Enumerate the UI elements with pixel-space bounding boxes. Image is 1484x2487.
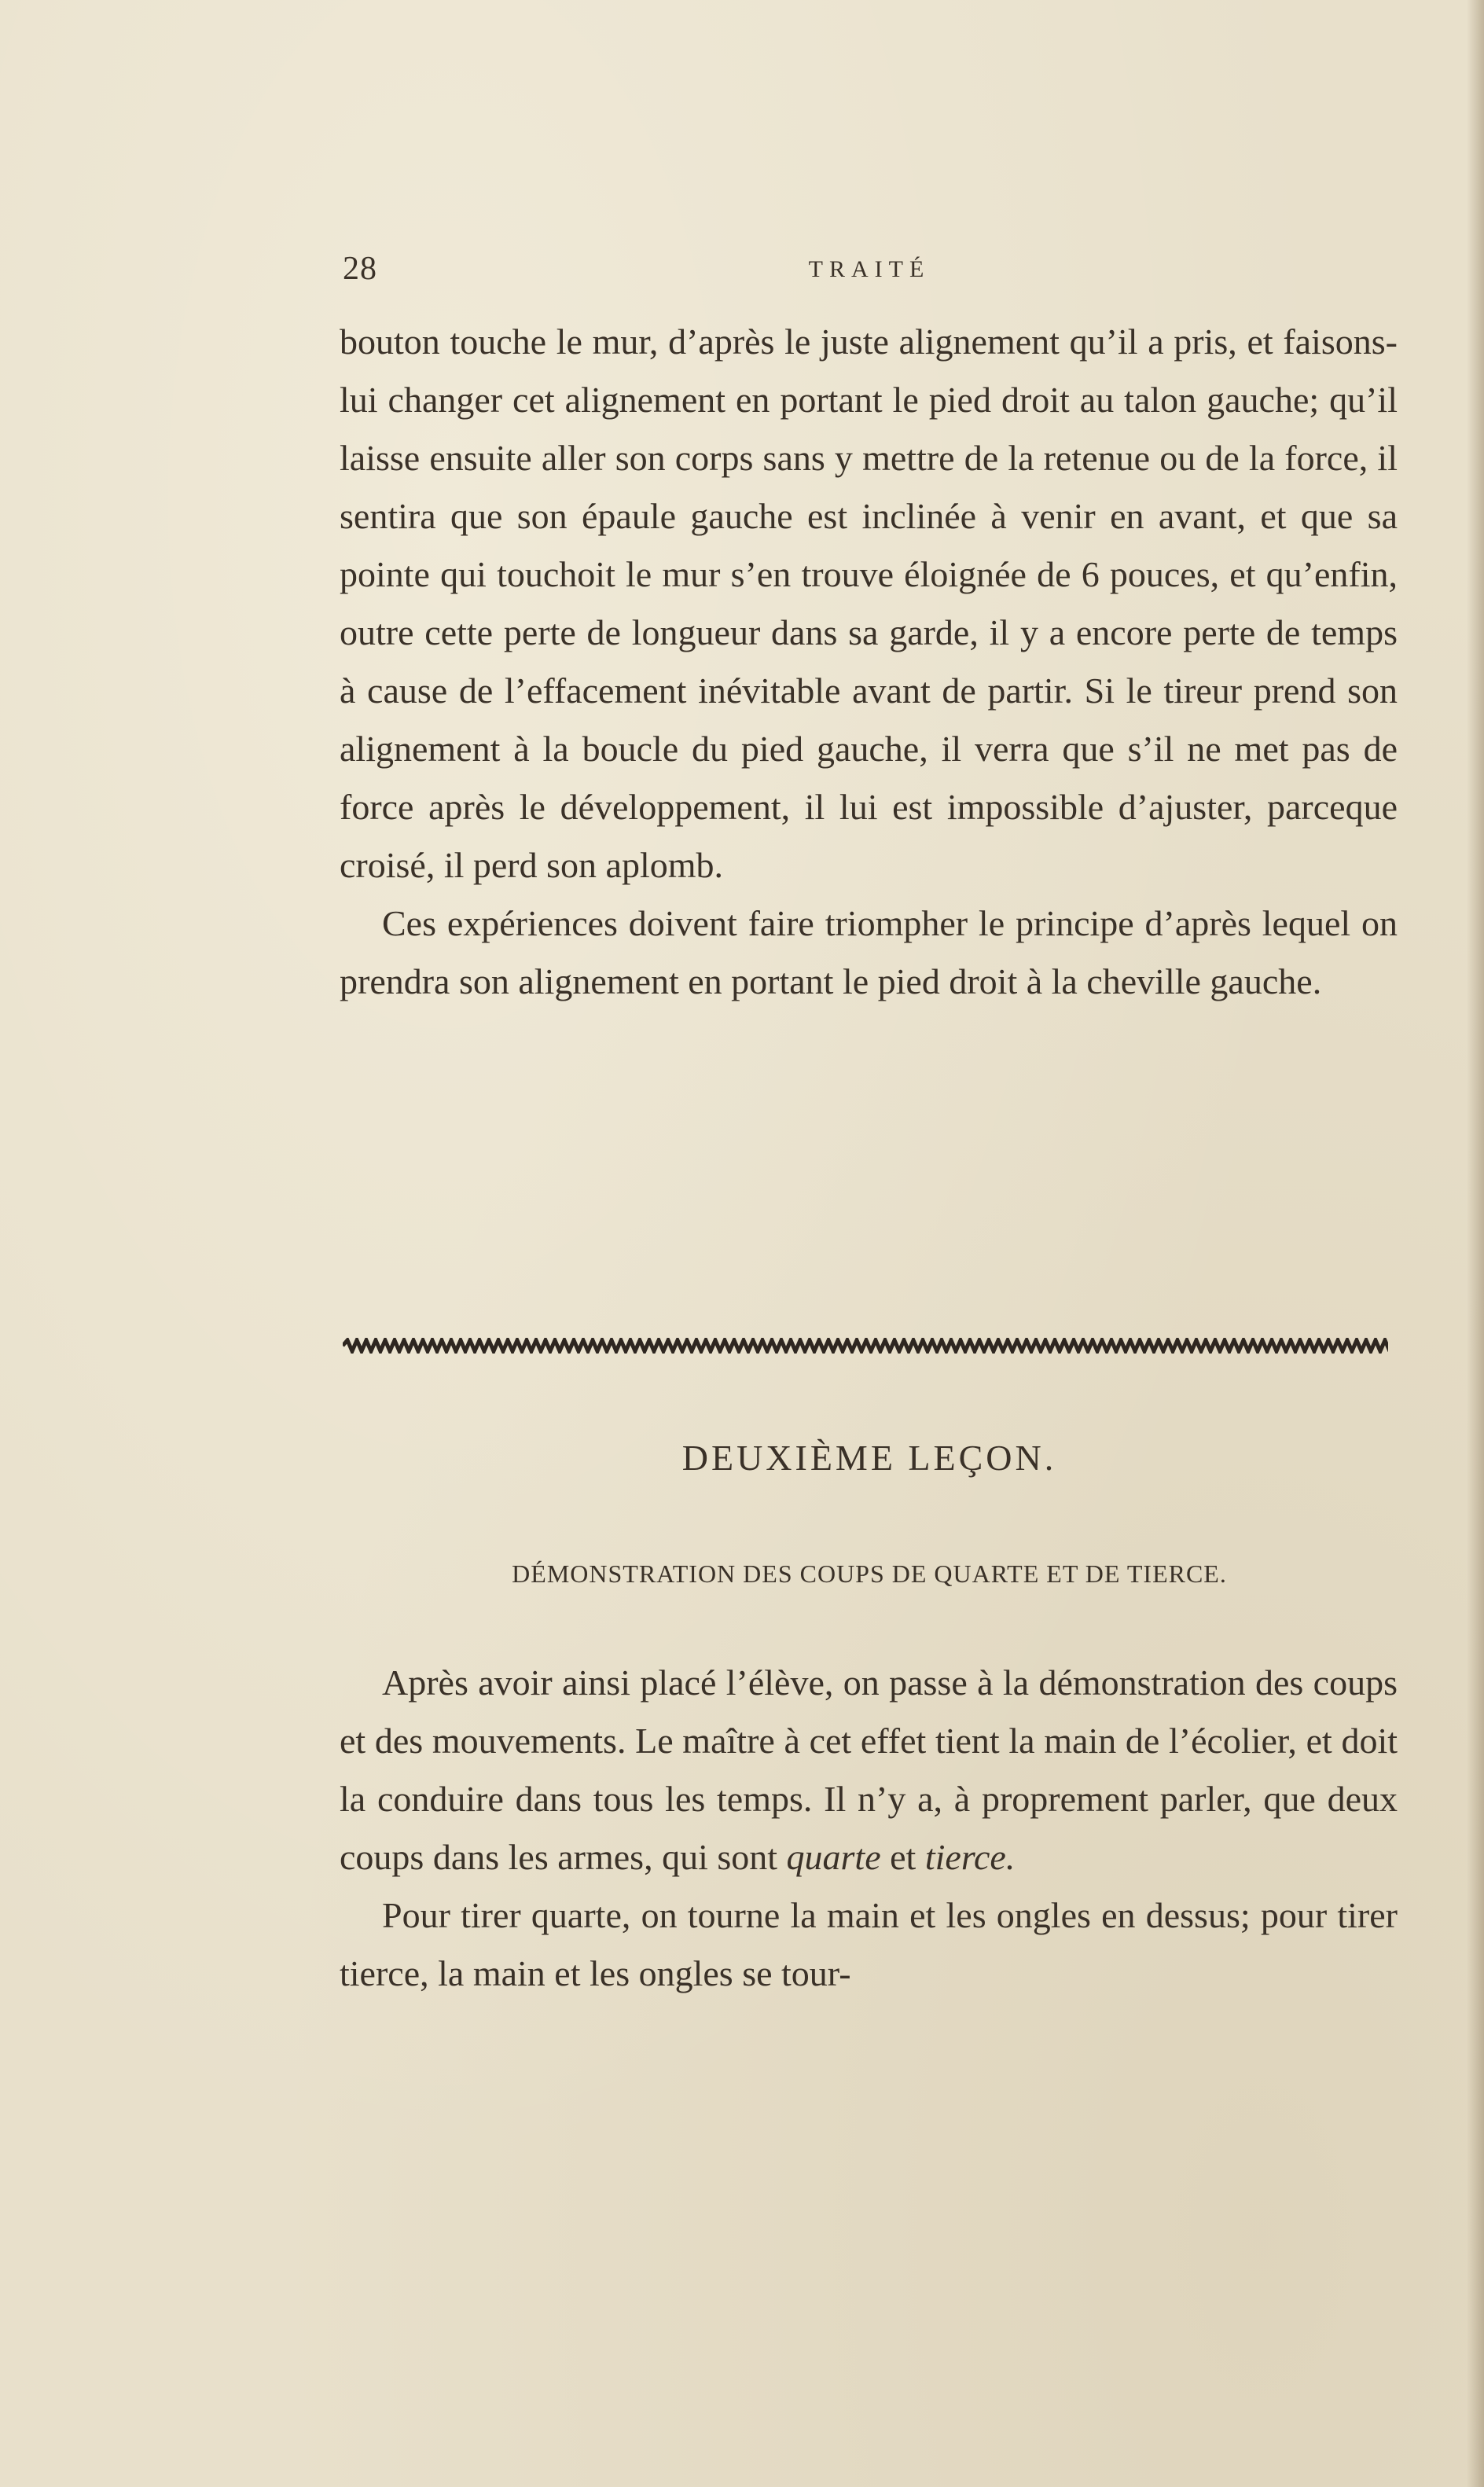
text-block-bottom	[340, 1654, 1398, 2003]
running-head	[343, 250, 1396, 297]
italic-term-quarte: quarte	[786, 1837, 881, 1877]
paragraph	[340, 1654, 1398, 1886]
page-number: 28	[343, 251, 377, 287]
text-block-top	[340, 313, 1398, 1011]
paragraph: bouton touche le mur, d’après le juste alignement qu’il a pris, et faisons-lui changer cet alignement en portant le pied droit au talon gauche; qu’il laisse ensuite aller son corps sans y mettre de la retenue ou de la force, il sentira que son épaule gauche est inclinée à venir en avant, et que sa pointe qui touchoit le mur s’en trouve éloignée de 6 pouces, et qu’enfin, outre cette perte de longueur dans sa garde, il y a encore perte de temps à cause de l’effacement inévitable avant de partir. Si le tireur prend son alignement à la boucle du pied gauche, il verra que s’il ne met pas de force après le développement, il lui est impossible d’ajuster, parceque croisé, il perd son aplomb.	[340, 321, 1398, 885]
paragraph: Ces expériences doivent faire triompher le principe d’après lequel on prendra son alignement en portant le pied droit à la cheville gauche.	[340, 903, 1398, 1001]
italic-term-tierce: tierce.	[924, 1837, 1016, 1877]
paragraph-text: Après avoir ainsi placé l’élève, on passe à la démonstration des coups et des mouvements. Le maître à cet effet tient la main de l’écolier, et doit la conduire dans tous les temps. Il n’y a, à proprement parler, que deux coups dans les armes, qui sont	[340, 1662, 1398, 1877]
ornamental-rule	[343, 1338, 1388, 1354]
page-edge-shadow	[1467, 0, 1484, 2487]
lesson-title: DEUXIÈME LEÇON.	[681, 1438, 1057, 1478]
running-title: TRAITÉ	[808, 256, 931, 282]
conjunction: et	[890, 1837, 916, 1877]
lesson-subtitle: DÉMONSTRATION DES COUPS DE QUARTE ET DE TIERCE.	[512, 1559, 1227, 1588]
paragraph: Pour tirer quarte, on tourne la main et les ongles en dessus; pour tirer tierce, la main et les ongles se tour-	[340, 1895, 1398, 1993]
